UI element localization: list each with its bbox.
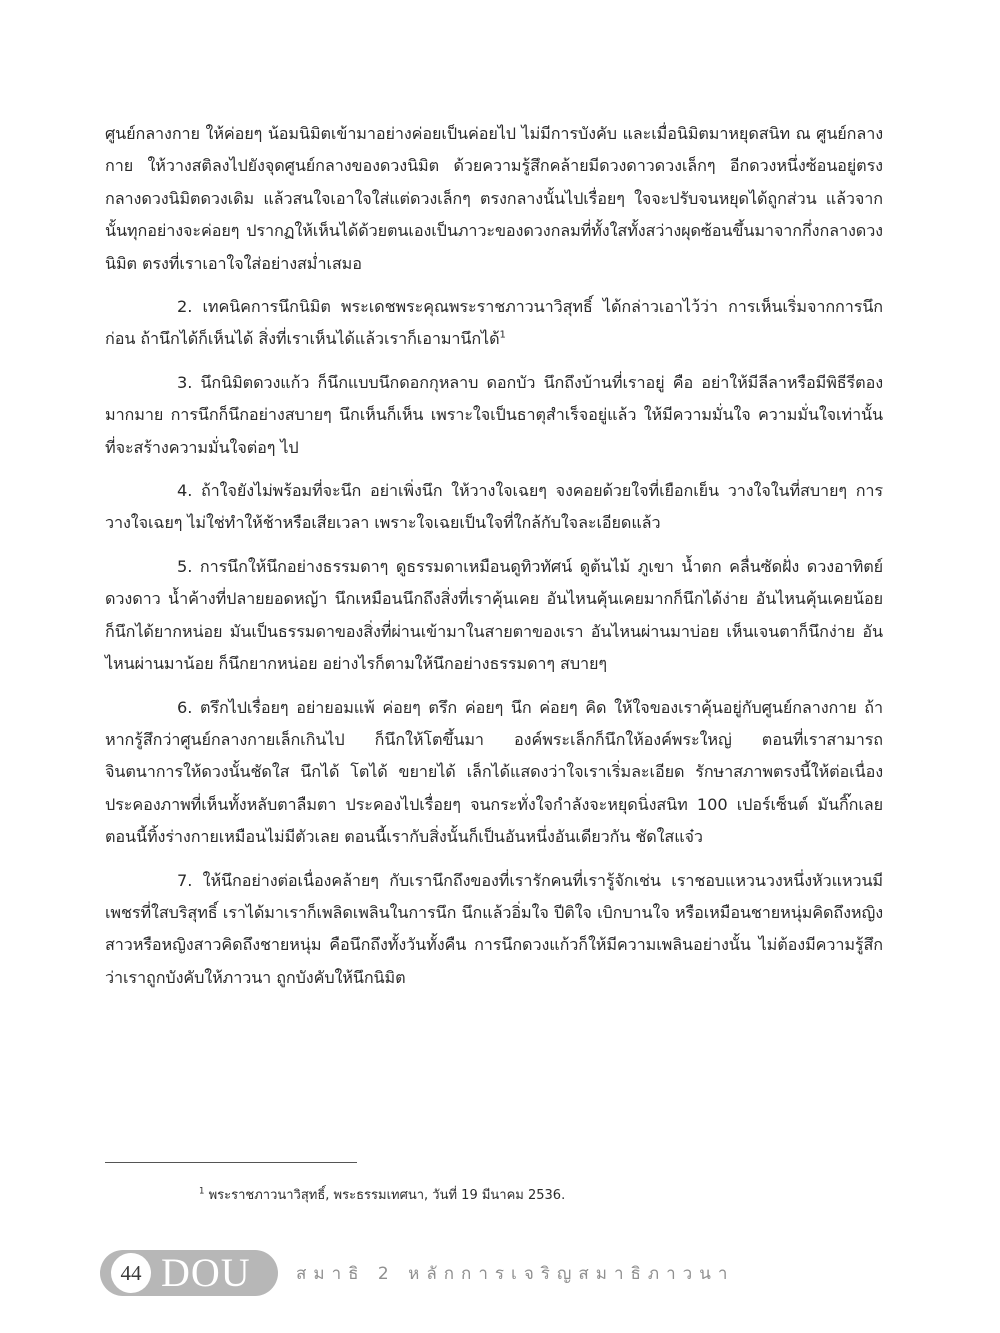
body-text [105, 118, 883, 1005]
paragraph-item-6 [105, 692, 883, 854]
paragraph-text: 7. ให้นึกอย่างต่อเนื่องคล้ายๆ กับเรานึกถึงของที่เรารักคนที่เรารู้จักเช่น เราชอบแหวนวงหนึ่งหัวแหวนมีเพชรที่ใสบริสุทธิ์ เราได้มาเราก็เพลิดเพลินในการนึก นึกแล้วอิ่มใจ ปีติใจ เบิกบานใจ หรือเหมือนชายหนุ่มคิดถึงหญิงสาวหรือหญิงสาวคิดถึงชายหนุ่ม คือนึกถึงทั้งวันทั้งคืน การนึกดวงแก้วก็ให้มีความเพลินอย่างนั้น ไม่ต้องมีความรู้สึกว่าเราถูกบังคับให้ภาวนา ถูกบังคับให้นึกนิมิต [105, 870, 883, 987]
page-footer [100, 1248, 734, 1298]
paragraph-item-5 [105, 551, 883, 681]
footnote [199, 1186, 565, 1206]
paragraph-item-4 [105, 475, 883, 540]
footnote-text: พระราชภาวนาวิสุทธิ์, พระธรรมเทศนา, วันที่ 19 มีนาคม 2536. [208, 1188, 566, 1203]
paragraph-text: 6. ตรึกไปเรื่อยๆ อย่ายอมแพ้ ค่อยๆ ตรึก ค่อยๆ นึก ค่อยๆ คิด ให้ใจของเราคุ้นอยู่กับศูนย์กลางกาย ถ้าหากรู้สึกว่าศูนย์กลางกายเล็กเกินไป ก็นึกให้โตขึ้นมา องค์พระเล็กก็นึกให้องค์พระใหญ่ ตอนที่เราสามารถจินตนาการให้ดวงนั้นชัดใส นึกได้ โตได้ ขยายได้ เล็กได้แสดงว่าใจเราเริ่มละเอียด รักษาสภาพตรงนี้ให้ต่อเนื่อง ประคองภาพที่เห็นทั้งหลับตาลืมตา ประคองไปเรื่อยๆ จนกระทั่งใจกำลังจะหยุดนิ่งสนิท 100 เปอร์เซ็นต์ มันกิ๊กเลย ตอนนี้ทิ้งร่างกายเหมือนไม่มีตัวเลย ตอนนี้เรากับสิ่งนั้นก็เป็นอันหนึ่งอันเดียวกัน ชัดใสแจ๋ว [105, 697, 883, 847]
paragraph-item-3 [105, 367, 883, 464]
paragraph-text: 2. เทคนิคการนึกนิมิต พระเดชพระคุณพระราชภาวนาวิสุทธิ์ ได้กล่าวเอาไว้ว่า การเห็นเริ่มจากการนึกก่อน ถ้านึกได้ก็เห็นได้ สิ่งที่เราเห็นได้แล้วเราก็เอามานึกได้ [105, 297, 883, 349]
footer-badge [100, 1250, 278, 1296]
paragraph-text: 4. ถ้าใจยังไม่พร้อมที่จะนึก อย่าเพิ่งนึก ให้วางใจเฉยๆ จงคอยด้วยใจที่เยือกเย็น วางใจในที่สบายๆ การวางใจเฉยๆ ไม่ใช่ทำให้ช้าหรือเสียเวลา เพราะใจเฉยเป็นใจที่ใกล้กับใจละเอียดแล้ว [105, 481, 883, 533]
paragraph-item-2 [105, 291, 883, 356]
footnote-marker: 1 [199, 1186, 205, 1197]
paragraph-continued [105, 118, 883, 280]
book-title: สมาธิ 2 หลักการเจริญสมาธิภาวนา [296, 1263, 735, 1284]
paragraph-text: ศูนย์กลางกาย ให้ค่อยๆ น้อมนิมิตเข้ามาอย่างค่อยเป็นค่อยไป ไม่มีการบังคับ และเมื่อนิมิตมาหยุดสนิท ณ ศูนย์กลางกาย ให้วางสติลงไปยังจุดศูนย์กลางของดวงนิมิต ด้วยความรู้สึกคล้ายมีดวงดาวดวงเล็กๆ อีกดวงหนึ่งซ้อนอยู่ตรงกลางดวงนิมิตดวงเดิม แล้วสนใจเอาใจใส่แต่ดวงเล็กๆ ตรงกลางนั้นไปเรื่อยๆ ใจจะปรับจนหยุดได้ถูกส่วน แล้วจากนั้นทุกอย่างจะค่อยๆ ปรากฏให้เห็นได้ด้วยตนเองเป็นภาวะของดวงกลมที่ทั้งใสทั้งสว่างผุดซ้อนขึ้นมาจากกึ่งกลางดวงนิมิต ตรงที่เราเอาใจใส่อย่างสม่ำเสมอ [105, 124, 883, 273]
dou-logo: DOU [161, 1250, 251, 1295]
paragraph-text: 3. นึกนิมิตดวงแก้ว ก็นึกแบบนึกดอกกุหลาบ ดอกบัว นึกถึงบ้านที่เราอยู่ คือ อย่าให้มีลีลาหรือมีพิธีรีตองมากมาย การนึกก็นึกอย่างสบายๆ นึกเห็นก็เห็น เพราะใจเป็นธาตุสำเร็จอยู่แล้ว ให้มีความมั่นใจ ความมั่นใจเท่านั้น ที่จะสร้างความมั่นใจต่อๆ ไป [105, 372, 883, 457]
paragraph-text: 5. การนึกให้นึกอย่างธรรมดาๆ ดูธรรมดาเหมือนดูทิวทัศน์ ดูต้นไม้ ภูเขา น้ำตก คลื่นซัดฝั่ง ดวงอาทิตย์ ดวงดาว น้ำค้างที่ปลายยอดหญ้า นึกเหมือนนึกถึงสิ่งที่เราคุ้นเคย อันไหนคุ้นเคยมากก็นึกได้ง่าย อันไหนคุ้นเคยน้อยก็นึกได้ยากหน่อย มันเป็นธรรมดาของสิ่งที่ผ่านเข้ามาในสายตาของเรา อันไหนผ่านมาบ่อย เห็นเจนตาก็นึกง่าย อันไหนผ่านมาน้อย ก็นึกยากหน่อย อย่างไรก็ตามให้นึกอย่างธรรมดาๆ สบายๆ [105, 556, 883, 674]
paragraph-item-7 [105, 865, 883, 995]
footnote-divider [105, 1162, 357, 1163]
footnote-reference[interactable]: 1 [499, 330, 506, 342]
page-number: 44 [111, 1253, 151, 1293]
